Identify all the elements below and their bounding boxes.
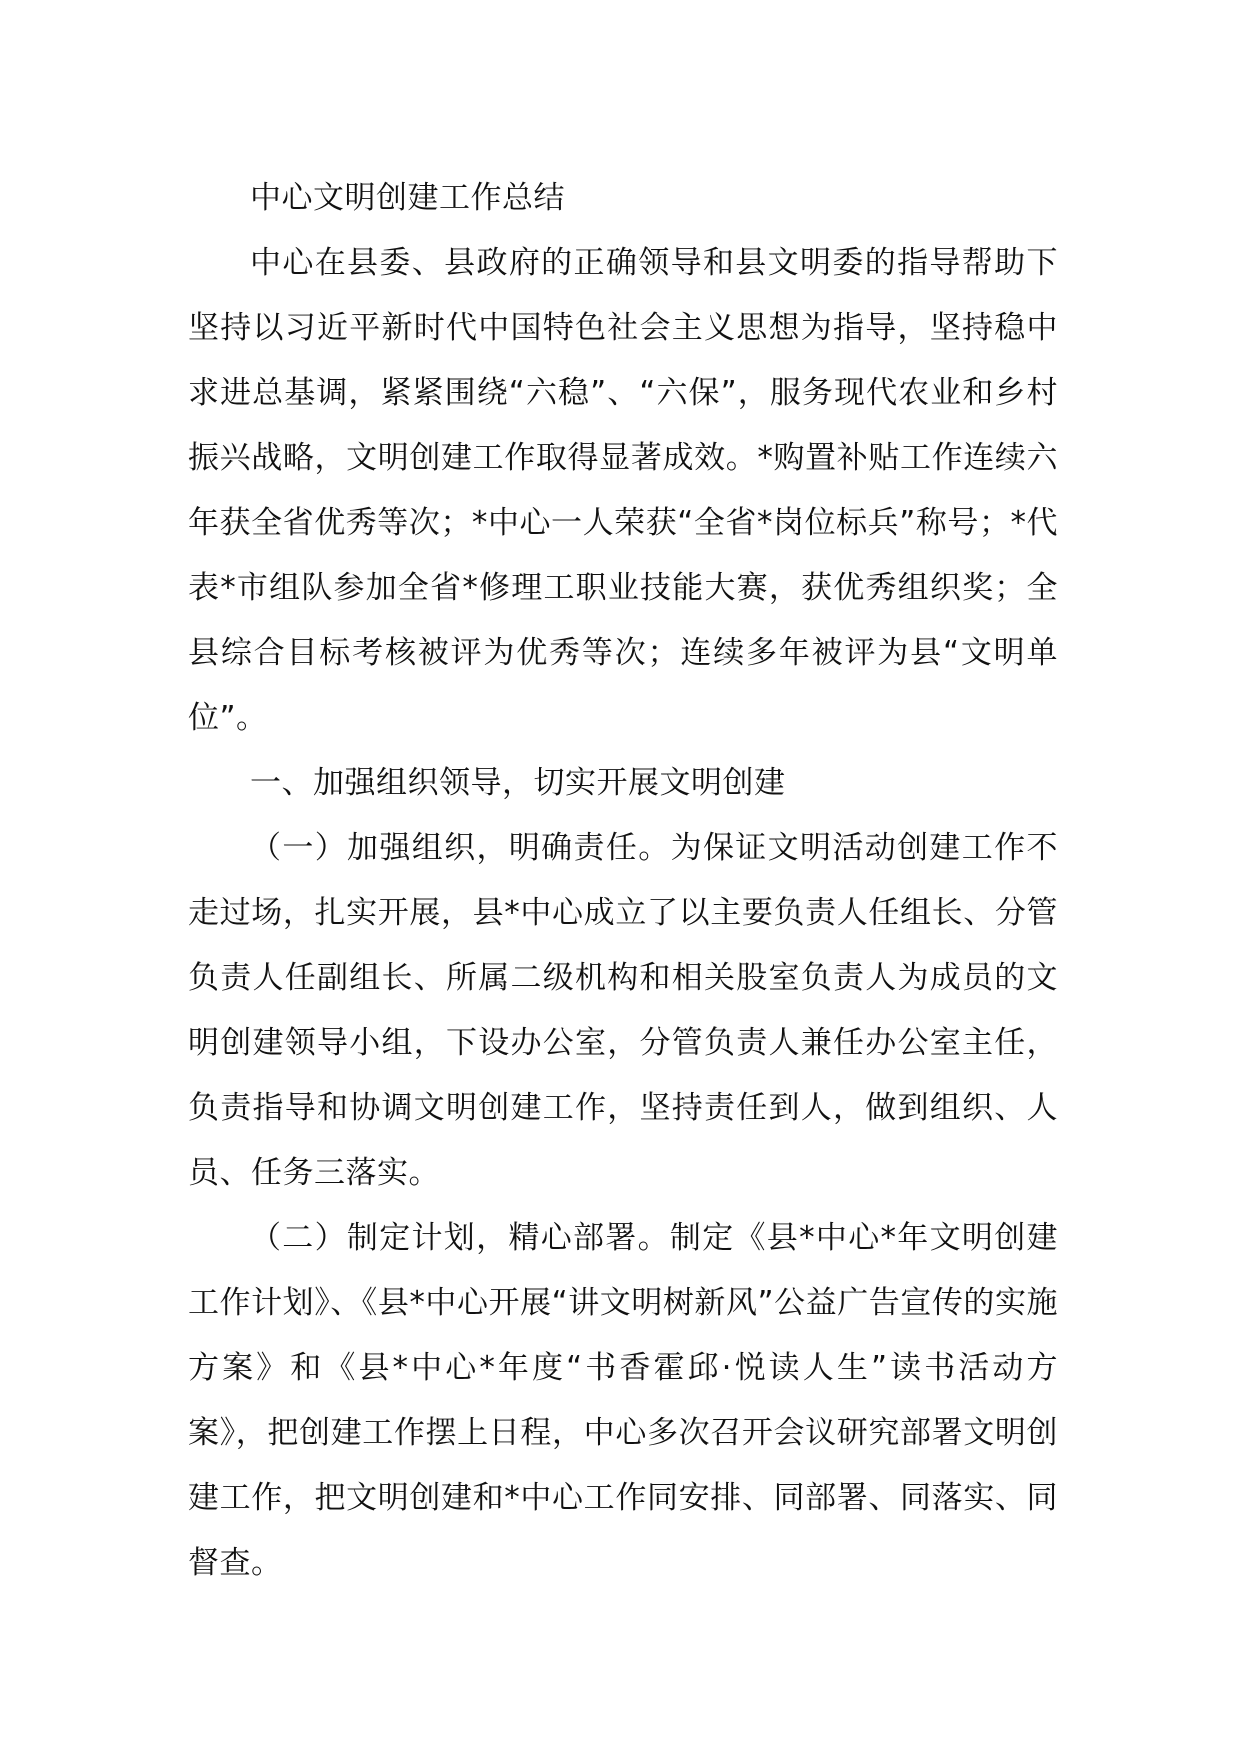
document-body: [188, 166, 1058, 1596]
paragraph-section-1-2: （二）制定计划，精心部署。制定《县*中心*年文明创建工作计划》、《县*中心开展“讲文明树新风”公益广告宣传的实施方案》和《县*中心*年度“书香霍邱·悦读人生”读书活动方案》，把创建工作摆上日程，中心多次召开会议研究部署文明创建工作，把文明创建和*中心工作同安排、同部署、同落实、同督查。: [188, 1220, 1058, 1581]
paragraph-section-1-1: （一）加强组织，明确责任。为保证文明活动创建工作不走过场，扎实开展，县*中心成立了以主要负责人任组长、分管负责人任副组长、所属二级机构和相关股室负责人为成员的文明创建领导小组，下设办公室，分管负责人兼任办公室主任，负责指导和协调文明创建工作，坚持责任到人，做到组织、人员、任务三落实。: [188, 830, 1058, 1191]
section-heading-1: 一、加强组织领导，切实开展文明创建: [250, 765, 786, 801]
paragraph-intro: 中心在县委、县政府的正确领导和县文明委的指导帮助下坚持以习近平新时代中国特色社会主义思想为指导，坚持稳中求进总基调，紧紧围绕“六稳”、“六保”，服务现代农业和乡村振兴战略，文明创建工作取得显著成效。*购置补贴工作连续六年获全省优秀等次；*中心一人荣获“全省*岗位标兵”称号；*代表*市组队参加全省*修理工职业技能大赛，获优秀组织奖；全县综合目标考核被评为优秀等次；连续多年被评为县“文明单位”。: [188, 245, 1058, 736]
document-title: 中心文明创建工作总结: [250, 180, 565, 216]
